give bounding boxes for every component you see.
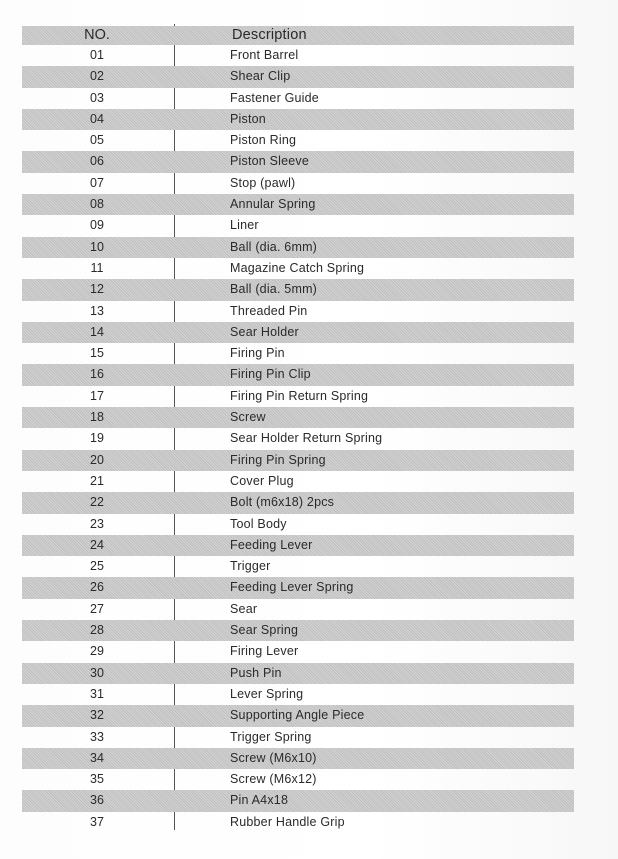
part-description: Liner — [230, 218, 259, 233]
table-row — [22, 301, 574, 322]
part-description: Magazine Catch Spring — [230, 260, 365, 275]
part-number: 28 — [90, 623, 104, 638]
table-row — [22, 684, 574, 705]
table-row — [22, 620, 574, 641]
part-number: 22 — [90, 495, 104, 510]
part-description: Pin A4x18 — [230, 793, 289, 808]
table-row — [22, 258, 574, 279]
part-description: Feeding Lever — [230, 537, 313, 552]
part-number: 35 — [90, 772, 104, 787]
table-row — [22, 492, 574, 513]
part-number: 06 — [90, 154, 104, 169]
part-number: 29 — [90, 644, 104, 659]
part-number: 03 — [90, 90, 104, 105]
table-row — [22, 535, 574, 556]
part-number: 01 — [90, 48, 104, 62]
part-number: 05 — [90, 133, 104, 148]
table-row — [22, 215, 574, 236]
part-description: Tool Body — [230, 516, 287, 531]
part-description: Shear Clip — [230, 69, 291, 84]
part-number: 23 — [90, 516, 104, 531]
part-number: 26 — [90, 580, 104, 595]
part-number: 16 — [90, 367, 104, 382]
part-number: 19 — [90, 431, 104, 446]
part-description: Feeding Lever Spring — [230, 580, 354, 595]
part-description: Ball (dia. 5mm) — [230, 282, 318, 297]
part-description: Cover Plug — [230, 473, 294, 488]
part-description: Firing Lever — [230, 644, 299, 659]
part-number: 27 — [90, 601, 104, 616]
table-row — [22, 109, 574, 130]
table-row — [22, 237, 574, 258]
part-description: Ball (dia. 6mm) — [230, 239, 318, 254]
part-number: 09 — [90, 218, 104, 233]
part-number: 24 — [90, 537, 104, 552]
part-description: Piston Ring — [230, 133, 297, 148]
header-description: Description — [232, 27, 307, 43]
header-no: NO. — [84, 27, 110, 43]
part-description: Supporting Angle Piece — [230, 708, 365, 723]
table-row — [22, 727, 574, 748]
part-number: 31 — [90, 686, 104, 701]
table-row — [22, 599, 574, 620]
table-row — [22, 790, 574, 811]
table-row — [22, 705, 574, 726]
part-description: Sear Spring — [230, 623, 299, 638]
part-number: 07 — [90, 175, 104, 190]
part-number: 15 — [90, 346, 104, 361]
part-description: Firing Pin Clip — [230, 367, 311, 382]
part-description: Lever Spring — [230, 686, 304, 701]
part-number: 13 — [90, 303, 104, 318]
part-number: 21 — [90, 473, 104, 488]
table-row — [22, 769, 574, 790]
part-description: Firing Pin — [230, 346, 285, 361]
part-number: 34 — [90, 750, 104, 765]
table-header — [22, 26, 574, 45]
table-row — [22, 514, 574, 535]
part-number: 37 — [90, 814, 104, 829]
part-description: Push Pin — [230, 665, 282, 680]
part-description: Trigger Spring — [230, 729, 312, 744]
table-row — [22, 88, 574, 109]
table-row — [22, 812, 574, 833]
part-description: Screw (M6x10) — [230, 750, 317, 765]
part-number: 14 — [90, 324, 104, 339]
part-number: 33 — [90, 729, 104, 744]
table-row — [22, 279, 574, 300]
part-description: Annular Spring — [230, 197, 316, 212]
table-row — [22, 130, 574, 151]
part-number: 32 — [90, 708, 104, 723]
part-number: 10 — [90, 239, 104, 254]
part-description: Piston Sleeve — [230, 154, 310, 169]
table-row — [22, 471, 574, 492]
part-number: 18 — [90, 410, 104, 425]
part-number: 08 — [90, 197, 104, 212]
table-row — [22, 66, 574, 87]
table-row — [22, 407, 574, 428]
table-row — [22, 343, 574, 364]
part-description: Threaded Pin — [230, 303, 308, 318]
table-row — [22, 364, 574, 385]
part-number: 11 — [90, 260, 104, 275]
part-description: Sear — [230, 601, 258, 616]
table-row — [22, 663, 574, 684]
part-number: 30 — [90, 665, 104, 680]
table-row — [22, 450, 574, 471]
part-description: Fastener Guide — [230, 90, 319, 105]
table-row — [22, 45, 574, 66]
part-description: Firing Pin Spring — [230, 452, 326, 467]
part-description: Sear Holder — [230, 324, 299, 339]
table-row — [22, 322, 574, 343]
part-number: 36 — [90, 793, 104, 808]
part-number: 02 — [90, 69, 104, 84]
part-description: Stop (pawl) — [230, 175, 296, 190]
table-row — [22, 748, 574, 769]
part-number: 20 — [90, 452, 104, 467]
table-row — [22, 194, 574, 215]
part-description: Rubber Handle Grip — [230, 814, 345, 829]
part-description: Screw (M6x12) — [230, 772, 317, 787]
part-description: Front Barrel — [230, 48, 299, 62]
table-row — [22, 577, 574, 598]
table-row — [22, 386, 574, 407]
part-description: Trigger — [230, 559, 271, 574]
part-number: 25 — [90, 559, 104, 574]
part-number: 12 — [90, 282, 104, 297]
table-row — [22, 428, 574, 449]
table-row — [22, 173, 574, 194]
part-description: Piston — [230, 111, 266, 126]
part-description: Bolt (m6x18) 2pcs — [230, 495, 335, 510]
table-row — [22, 641, 574, 662]
part-number: 04 — [90, 111, 104, 126]
part-number: 17 — [90, 388, 104, 403]
table-row — [22, 556, 574, 577]
part-description: Firing Pin Return Spring — [230, 388, 369, 403]
part-description: Screw — [230, 410, 266, 425]
parts-table — [22, 26, 574, 833]
table-row — [22, 151, 574, 172]
part-description: Sear Holder Return Spring — [230, 431, 383, 446]
